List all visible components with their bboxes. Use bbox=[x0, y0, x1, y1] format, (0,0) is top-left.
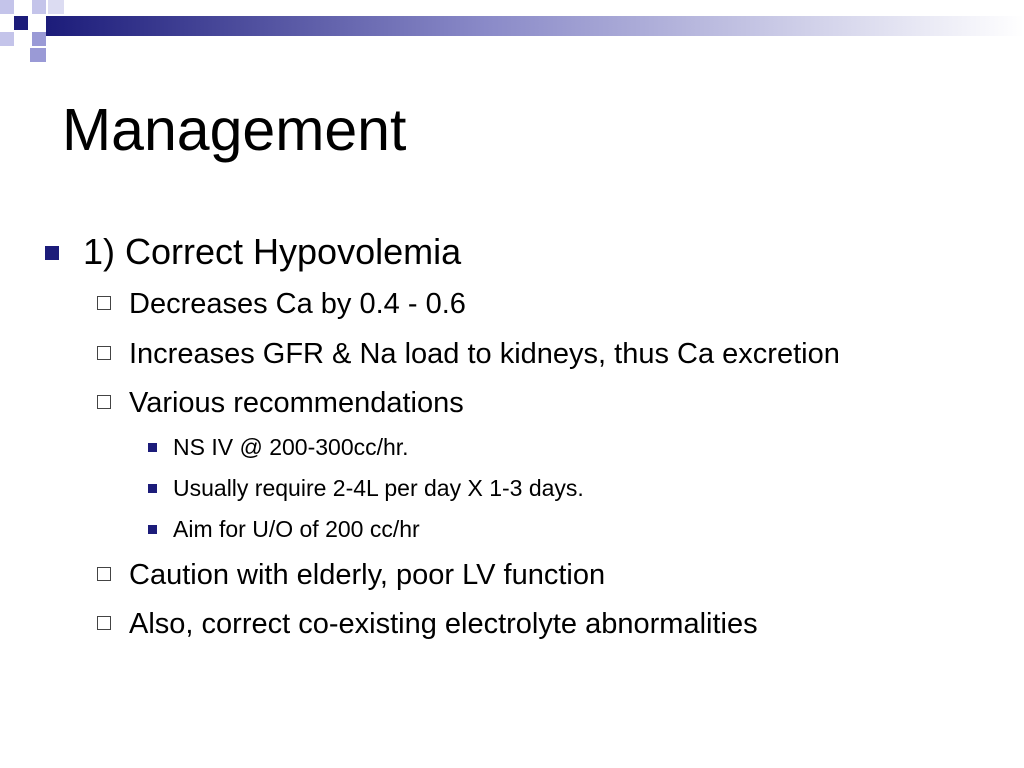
bullet-text: Various recommendations bbox=[129, 387, 464, 419]
bullet-text: Decreases Ca by 0.4 - 0.6 bbox=[129, 288, 466, 320]
hollow-square-bullet-icon bbox=[97, 296, 111, 310]
header-decoration bbox=[0, 0, 1024, 70]
hollow-square-bullet-icon bbox=[97, 567, 111, 581]
small-square-bullet-icon bbox=[148, 484, 157, 493]
header-square-dark-1 bbox=[14, 16, 28, 30]
hollow-square-bullet-icon bbox=[97, 616, 111, 630]
hollow-square-bullet-icon bbox=[97, 395, 111, 409]
header-square-light-4 bbox=[0, 32, 14, 46]
header-gradient-bar bbox=[46, 16, 1024, 36]
bullet-text: Increases GFR & Na load to kidneys, thus Ca excretion bbox=[129, 338, 840, 370]
small-square-bullet-icon bbox=[148, 525, 157, 534]
hollow-square-bullet-icon bbox=[97, 346, 111, 360]
slide-title: Management bbox=[62, 97, 407, 163]
header-square-light-2 bbox=[32, 0, 46, 14]
bullet-text: 1) Correct Hypovolemia bbox=[83, 231, 462, 272]
square-bullet-icon bbox=[45, 246, 59, 260]
small-square-bullet-icon bbox=[148, 443, 157, 452]
bullet-text: Aim for U/O of 200 cc/hr bbox=[173, 516, 420, 542]
header-square-light-3 bbox=[48, 0, 64, 14]
bullet-text: Caution with elderly, poor LV function bbox=[129, 559, 606, 591]
header-square-light-1 bbox=[0, 0, 14, 14]
bullet-text: Usually require 2-4L per day X 1-3 days. bbox=[173, 475, 584, 501]
bullet-text: Also, correct co-existing electrolyte abnormalities bbox=[129, 608, 758, 640]
header-square-mid-1 bbox=[32, 32, 46, 46]
bullet-text: NS IV @ 200-300cc/hr. bbox=[173, 434, 409, 460]
header-square-light-5 bbox=[30, 48, 46, 62]
